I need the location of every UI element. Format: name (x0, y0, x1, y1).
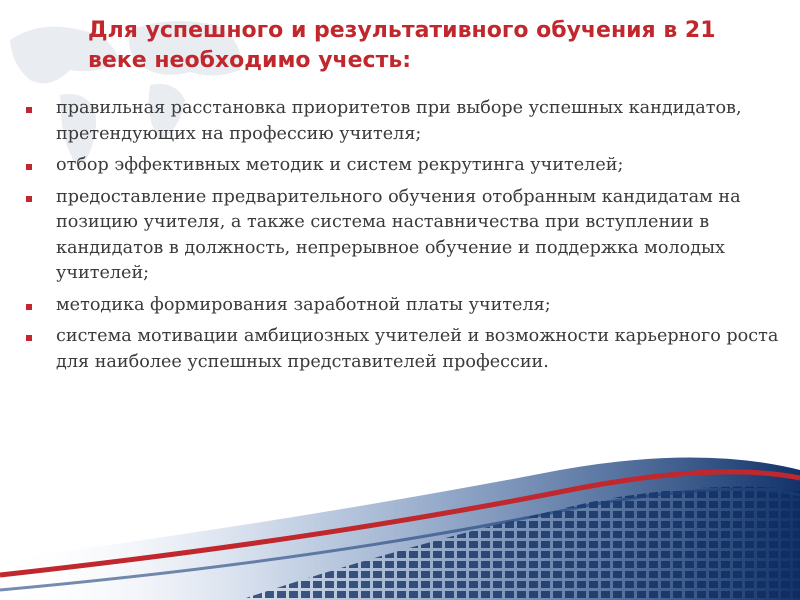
bullet-text: методика формирования заработной платы учителя; (56, 294, 551, 315)
bullet-square-icon (26, 304, 32, 310)
bullet-text: отбор эффективных методик и систем рекрутинга учителей; (56, 155, 624, 175)
slide-title: Для успешного и результативного обучения в 21 веке необходимо учесть: (88, 18, 716, 73)
bullet-text: система мотивации амбициозных учителей и возможности карьерного роста для наиболее успешных представителей профессии. (56, 326, 779, 372)
bullet-square-icon (26, 335, 32, 341)
bullet-text: предоставление предварительного обучения отобранным кандидатам на позицию учителя, а также система наставничества при вступлении в кандидатов в должность, непрерывное обучение и поддержка молодых учителей; (56, 186, 741, 283)
list-item (22, 293, 794, 319)
bullet-square-icon (26, 164, 32, 170)
bullet-square-icon (26, 107, 32, 113)
bullet-square-icon (26, 196, 32, 202)
bullet-text: правильная расстановка приоритетов при выборе успешных кандидатов, претендующих на профессию учителя; (56, 98, 742, 144)
list-item (22, 153, 794, 179)
bullet-list (22, 96, 794, 381)
list-item (22, 185, 794, 287)
list-item (22, 324, 794, 375)
list-item (22, 96, 794, 147)
